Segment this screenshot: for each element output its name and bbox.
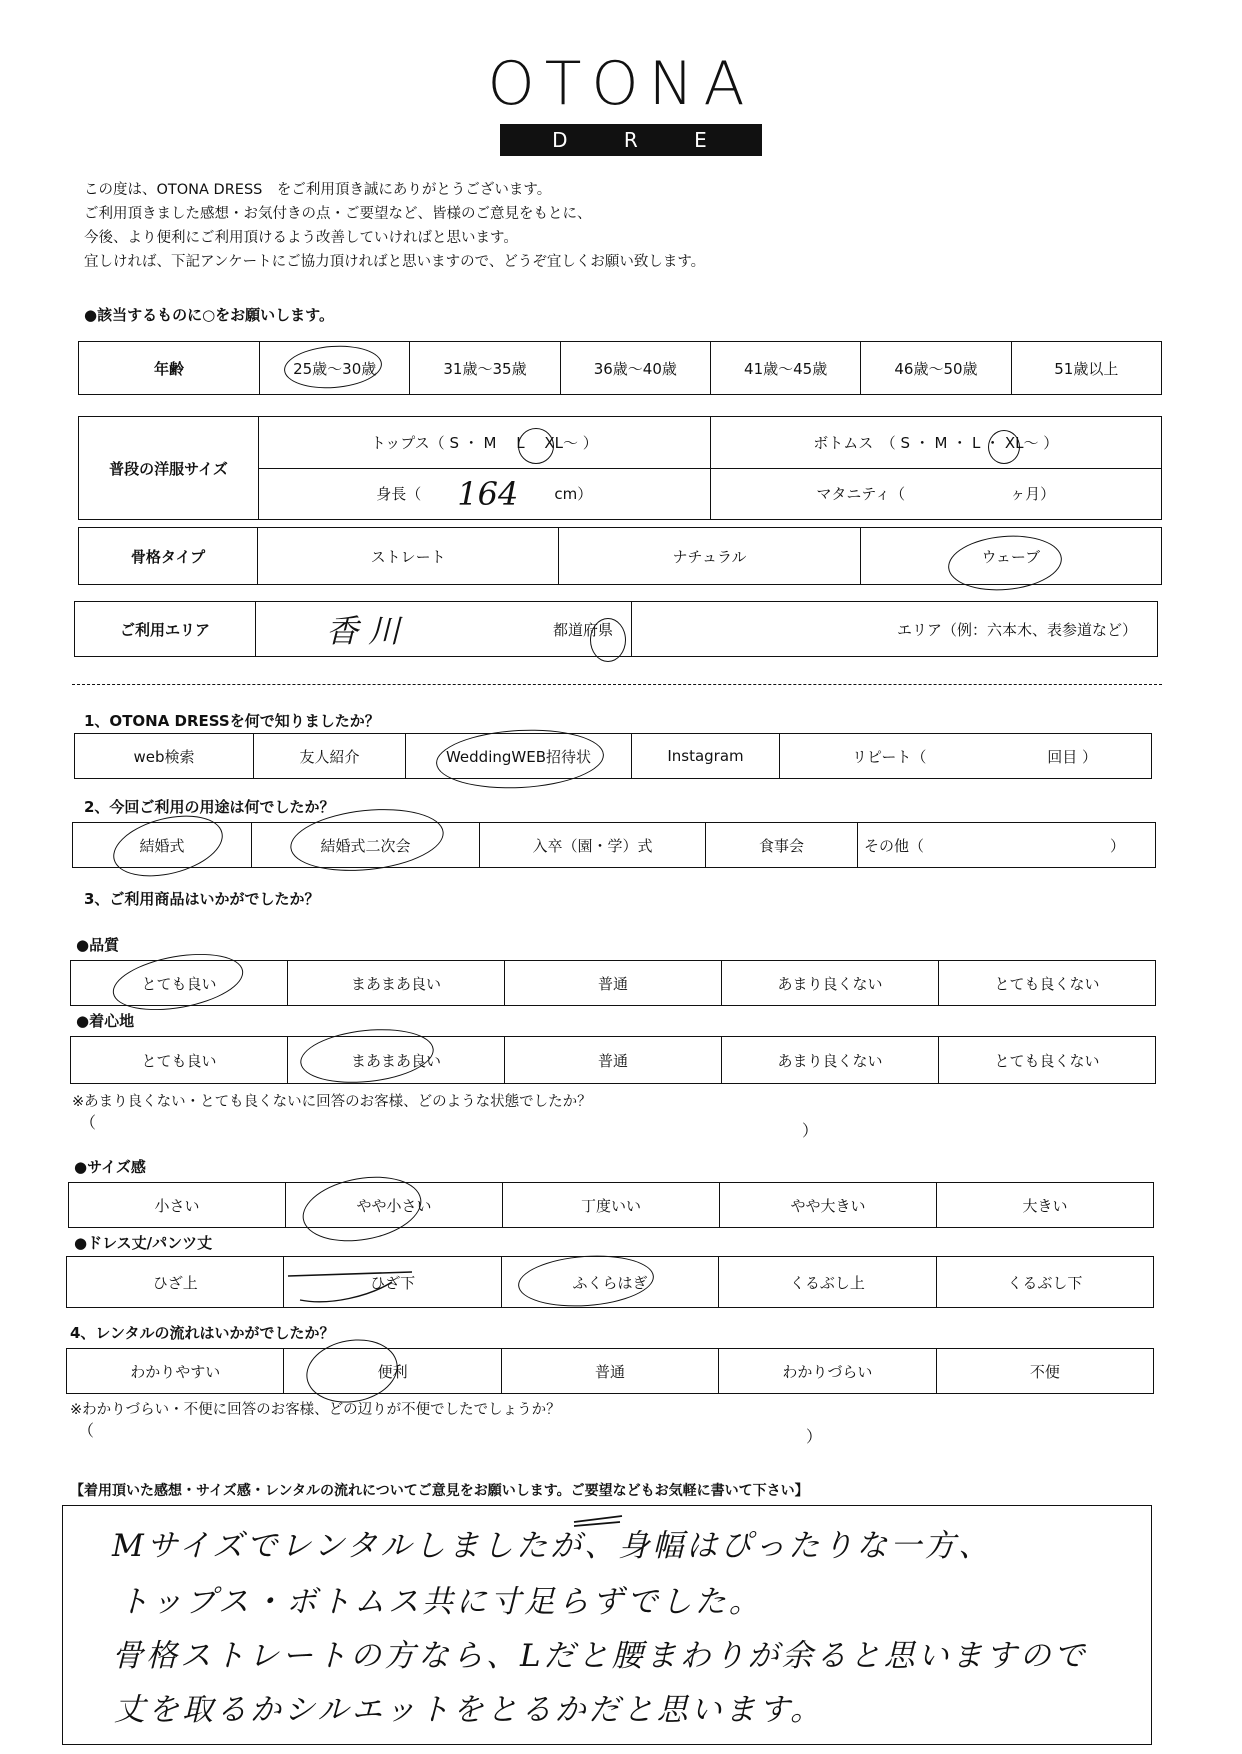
repeat-label: リピート（ bbox=[852, 747, 927, 766]
comfort-label: ●着心地 bbox=[76, 1012, 135, 1030]
height-value[interactable]: 164 bbox=[457, 474, 519, 513]
q1-title: 1、OTONA DRESSを何で知りましたか？ bbox=[84, 712, 380, 730]
brand-logo: OTONA bbox=[487, 49, 755, 119]
quality-option[interactable]: とても良くない bbox=[938, 961, 1155, 1005]
size-row-2 bbox=[259, 468, 1161, 519]
q4-answer-close: ） bbox=[806, 1427, 823, 1446]
quality-option[interactable]: 普通 bbox=[504, 961, 721, 1005]
quality-option[interactable]: まあまあ良い bbox=[287, 961, 504, 1005]
length-option[interactable]: ひざ上 bbox=[152, 1273, 198, 1292]
q1-option[interactable]: Instagram bbox=[631, 734, 779, 778]
q2-title: 2、今回ご利用の用途は何でしたか？ bbox=[84, 798, 335, 816]
q1-options bbox=[74, 733, 1152, 779]
length-option[interactable]: ひざ下 bbox=[283, 1257, 500, 1307]
comment-line: Mサイズでレンタルしましたが、身幅はぴったりな一方、 bbox=[112, 1528, 993, 1564]
comfort-note: ※あまり良くない・とても良くないに回答のお客様、どのような状態でしたか？ bbox=[72, 1094, 592, 1110]
length-option[interactable]: くるぶし上 bbox=[718, 1257, 935, 1307]
q4-note: ※わかりづらい・不便に回答のお客様、どの辺りが不便でしたでしょうか？ bbox=[70, 1402, 561, 1418]
size-row-1 bbox=[259, 417, 1161, 469]
bottoms-size-options[interactable]: ボトムス （ S ・ M ・ L ・ XL～ ） bbox=[813, 434, 1059, 452]
quality-option[interactable]: とても良い bbox=[141, 974, 217, 993]
frame-option[interactable]: ウェーブ bbox=[860, 528, 1161, 584]
area-label: ご利用エリア bbox=[119, 620, 210, 639]
length-option[interactable]: くるぶし下 bbox=[936, 1257, 1153, 1307]
fit-options bbox=[68, 1182, 1154, 1228]
height-suffix: cm） bbox=[554, 485, 593, 503]
quality-label: ●品質 bbox=[76, 936, 120, 954]
size-box bbox=[78, 416, 1162, 520]
frame-label: 骨格タイプ bbox=[130, 547, 206, 566]
length-option[interactable]: ふくらはぎ bbox=[501, 1257, 718, 1307]
q1-option[interactable]: WeddingWEB招待状 bbox=[405, 734, 631, 778]
age-row bbox=[78, 341, 1162, 395]
comment-line: 骨格ストレートの方なら、Lだと腰まわりが余ると思いますので bbox=[112, 1638, 1088, 1674]
comfort-option[interactable]: 普通 bbox=[504, 1037, 721, 1083]
comfort-option[interactable]: とても良い bbox=[141, 1051, 217, 1070]
fit-option[interactable]: 大きい bbox=[936, 1183, 1153, 1227]
age-option[interactable]: 36歳～40歳 bbox=[560, 342, 710, 394]
quality-option[interactable]: あまり良くない bbox=[721, 961, 938, 1005]
q4-options bbox=[66, 1348, 1154, 1394]
comfort-answer-close: ） bbox=[802, 1121, 819, 1140]
area-row bbox=[74, 601, 1158, 657]
brand-sub-bar: D R E S S bbox=[500, 124, 762, 156]
q2-option-other[interactable] bbox=[857, 823, 1155, 867]
maternity-field[interactable]: マタニティ（ ヶ月） bbox=[816, 485, 1056, 503]
q4-option[interactable]: 不便 bbox=[936, 1349, 1153, 1393]
q4-option[interactable]: 便利 bbox=[283, 1349, 500, 1393]
q2-option[interactable]: 結婚式二次会 bbox=[251, 823, 479, 867]
fit-option[interactable]: やや小さい bbox=[285, 1183, 502, 1227]
q4-option[interactable]: わかりづらい bbox=[718, 1349, 935, 1393]
height-field[interactable] bbox=[259, 468, 711, 519]
tops-size-options[interactable]: トップス（ S ・ M L XL～ ） bbox=[259, 417, 711, 468]
fit-option[interactable]: やや大きい bbox=[719, 1183, 936, 1227]
fit-label: ●サイズ感 bbox=[74, 1158, 146, 1176]
quality-options bbox=[70, 960, 1156, 1006]
frame-option[interactable]: ナチュラル bbox=[558, 528, 859, 584]
length-options bbox=[66, 1256, 1154, 1308]
q4-title: 4、レンタルの流れはいかがでしたか？ bbox=[70, 1324, 335, 1342]
area-hint[interactable]: エリア（例：六本木、表参道など） bbox=[631, 602, 1157, 656]
intro-line: この度は、OTONA DRESS をご利用頂き誠にありがとうございます。 bbox=[84, 182, 552, 198]
comment-line: 丈を取るかシルエットをとるかだと思います。 bbox=[114, 1692, 825, 1728]
q4-option[interactable]: わかりやすい bbox=[130, 1362, 221, 1381]
age-option[interactable]: 41歳～45歳 bbox=[710, 342, 860, 394]
q1-option[interactable]: web検索 bbox=[133, 747, 195, 766]
q2-option[interactable]: 入卒（園・学）式 bbox=[479, 823, 705, 867]
q2-option[interactable]: 結婚式 bbox=[139, 836, 185, 855]
comfort-options bbox=[70, 1036, 1156, 1084]
q4-option[interactable]: 普通 bbox=[501, 1349, 718, 1393]
q1-option-repeat[interactable] bbox=[779, 734, 1151, 778]
comfort-option[interactable]: まあまあ良い bbox=[287, 1037, 504, 1083]
q2-options bbox=[72, 822, 1156, 868]
prefecture-value[interactable]: 香川 bbox=[326, 612, 411, 650]
other-close: ） bbox=[1109, 836, 1125, 855]
comments-heading: 【着用頂いた感想・サイズ感・レンタルの流れについてご意見をお願いします。ご要望などもお気軽に書いて下さい】 bbox=[70, 1483, 809, 1499]
q1-option[interactable]: 友人紹介 bbox=[253, 734, 405, 778]
height-prefix: 身長（ bbox=[376, 485, 422, 503]
age-label: 年齢 bbox=[153, 359, 184, 378]
comfort-answer-open[interactable]: （ bbox=[80, 1113, 97, 1132]
dashed-divider bbox=[72, 684, 1162, 685]
intro-line: ご利用頂きました感想・お気付きの点・ご要望など、皆様のご意見をもとに、 bbox=[84, 206, 592, 222]
q4-answer-open[interactable]: （ bbox=[78, 1421, 95, 1440]
other-label: その他（ bbox=[864, 836, 925, 855]
comfort-option[interactable]: とても良くない bbox=[938, 1037, 1155, 1083]
q3-title: 3、ご利用商品はいかがでしたか？ bbox=[84, 890, 320, 908]
comfort-option[interactable]: あまり良くない bbox=[721, 1037, 938, 1083]
comment-line: トップス・ボトムス共に寸足らずでした。 bbox=[118, 1584, 763, 1620]
intro-text bbox=[84, 178, 1084, 274]
intro-line: 今後、より便利にご利用頂けるよう改善していければと思います。 bbox=[84, 230, 518, 246]
length-label: ●ドレス丈/パンツ丈 bbox=[74, 1234, 213, 1252]
q2-option[interactable]: 食事会 bbox=[705, 823, 857, 867]
frame-row bbox=[78, 527, 1162, 585]
fit-option[interactable]: 丁度いい bbox=[502, 1183, 719, 1227]
repeat-count-suffix: 回目 ） bbox=[1047, 747, 1097, 766]
age-option[interactable]: 25歳～30歳 bbox=[259, 342, 409, 394]
frame-option[interactable]: ストレート bbox=[257, 528, 558, 584]
prefecture-suffix: 都道府県 bbox=[552, 620, 613, 639]
prefecture-field[interactable] bbox=[255, 602, 631, 656]
intro-line: 宜しければ、下記アンケートにご協力頂ければと思いますので、どうぞ宜しくお願い致します。 bbox=[84, 254, 706, 270]
age-option[interactable]: 31歳～35歳 bbox=[409, 342, 559, 394]
size-label: 普段の洋服サイズ bbox=[79, 417, 259, 519]
age-option[interactable]: 51歳以上 bbox=[1011, 342, 1161, 394]
age-option[interactable]: 46歳～50歳 bbox=[860, 342, 1010, 394]
fit-option[interactable]: 小さい bbox=[154, 1196, 200, 1215]
profile-instruction: ●該当するものに○をお願いします。 bbox=[84, 306, 334, 324]
